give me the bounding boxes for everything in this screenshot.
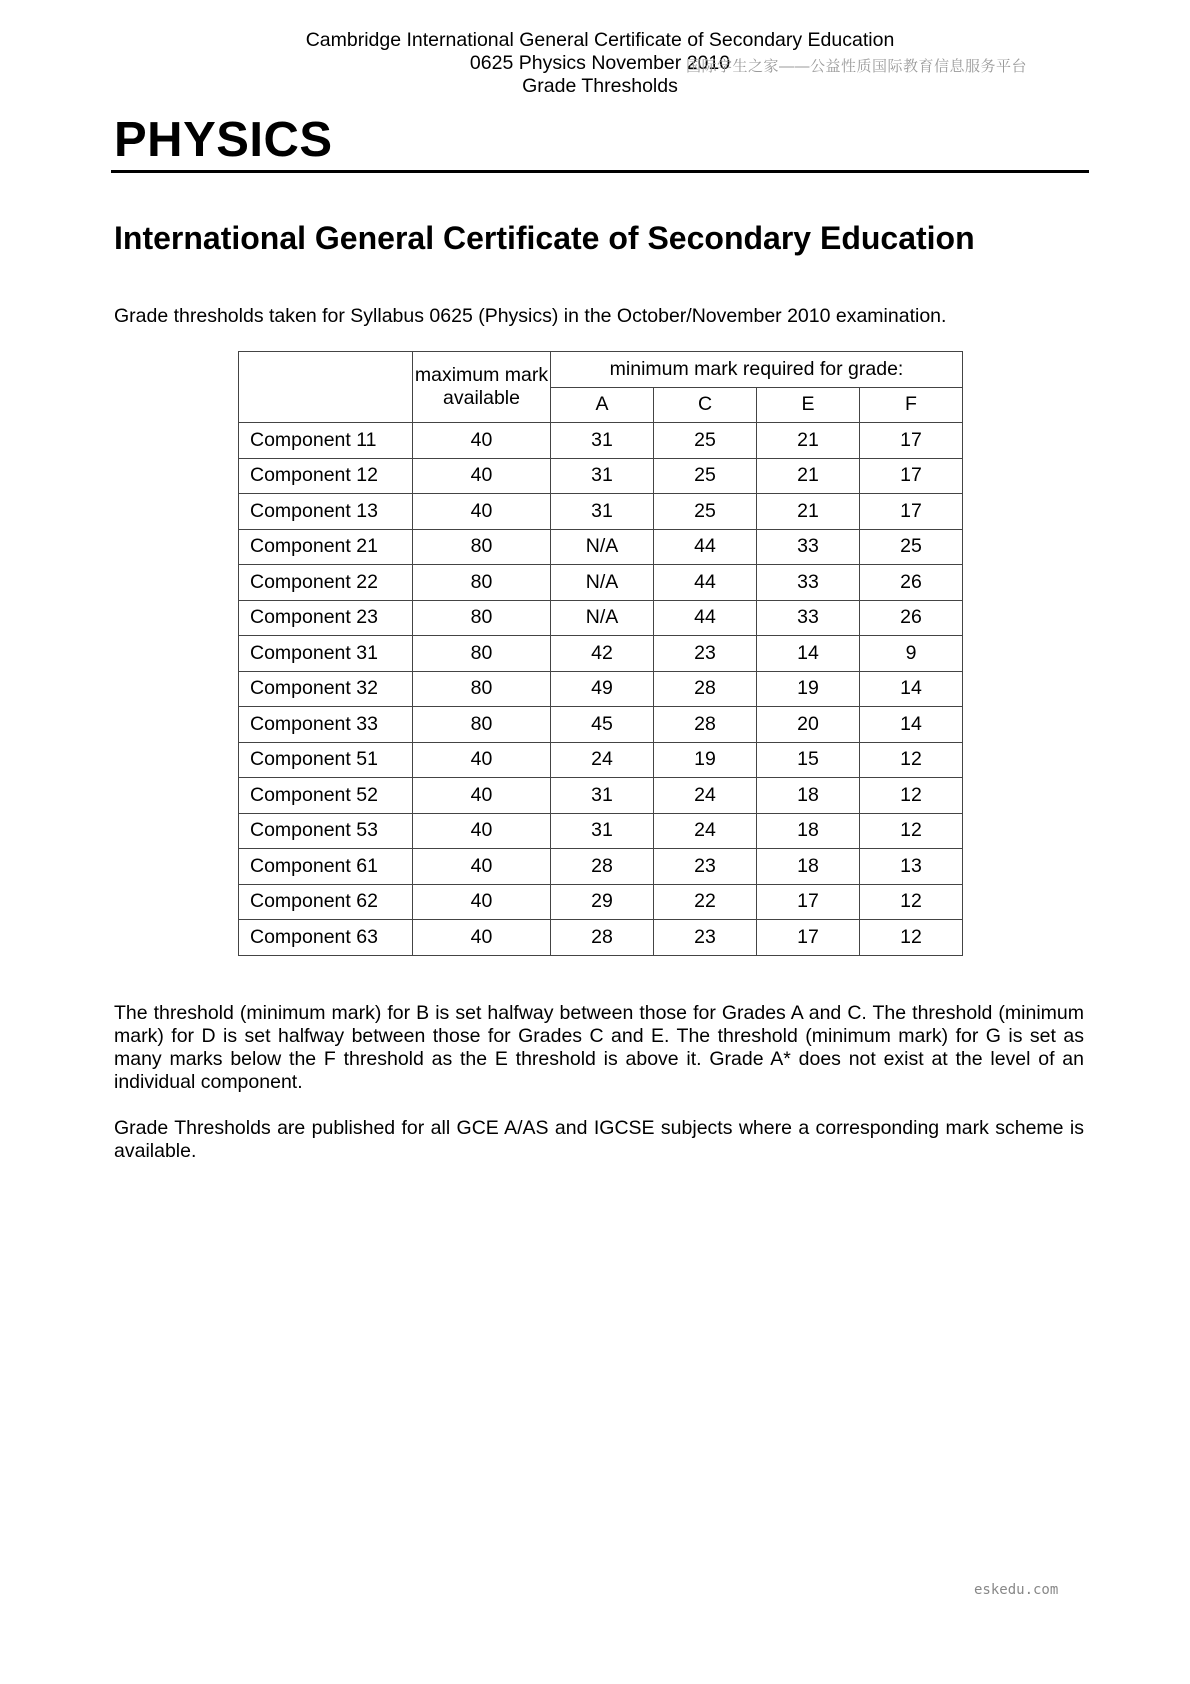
grade-e-cell: 21 bbox=[757, 458, 860, 494]
component-name-cell: Component 33 bbox=[239, 707, 413, 743]
max-mark-cell: 80 bbox=[413, 529, 551, 565]
grade-c-cell: 24 bbox=[654, 813, 757, 849]
table-row bbox=[239, 458, 963, 494]
grade-header-a: A bbox=[551, 387, 654, 423]
grade-a-cell: N/A bbox=[551, 529, 654, 565]
grade-e-cell: 19 bbox=[757, 671, 860, 707]
grade-a-cell: 24 bbox=[551, 742, 654, 778]
grade-e-cell: 15 bbox=[757, 742, 860, 778]
grade-f-cell: 12 bbox=[860, 813, 963, 849]
grade-f-cell: 12 bbox=[860, 742, 963, 778]
grade-f-cell: 12 bbox=[860, 778, 963, 814]
grade-header-c: C bbox=[654, 387, 757, 423]
grade-c-cell: 25 bbox=[654, 423, 757, 459]
table-row bbox=[239, 494, 963, 530]
table-row bbox=[239, 671, 963, 707]
subject-title: PHYSICS bbox=[114, 113, 333, 167]
header-line-3: Grade Thresholds bbox=[522, 75, 678, 97]
grade-c-cell: 28 bbox=[654, 707, 757, 743]
table-row bbox=[239, 813, 963, 849]
component-name-cell: Component 61 bbox=[239, 849, 413, 885]
grade-c-cell: 22 bbox=[654, 884, 757, 920]
component-name-cell: Component 32 bbox=[239, 671, 413, 707]
grade-a-cell: N/A bbox=[551, 600, 654, 636]
grade-e-cell: 21 bbox=[757, 423, 860, 459]
max-mark-cell: 40 bbox=[413, 742, 551, 778]
component-name-cell: Component 23 bbox=[239, 600, 413, 636]
table-row bbox=[239, 636, 963, 672]
table-row bbox=[239, 423, 963, 459]
component-name-cell: Component 51 bbox=[239, 742, 413, 778]
grade-e-cell: 18 bbox=[757, 849, 860, 885]
intro-text: Grade thresholds taken for Syllabus 0625 (Physics) in the October/November 2010 examination. bbox=[114, 305, 947, 327]
grade-e-cell: 18 bbox=[757, 778, 860, 814]
max-mark-cell: 40 bbox=[413, 458, 551, 494]
grade-e-cell: 18 bbox=[757, 813, 860, 849]
component-name-cell: Component 52 bbox=[239, 778, 413, 814]
grade-a-cell: 31 bbox=[551, 778, 654, 814]
threshold-table-body bbox=[239, 423, 963, 956]
grade-a-cell: 28 bbox=[551, 920, 654, 956]
max-mark-cell: 40 bbox=[413, 849, 551, 885]
grade-f-cell: 26 bbox=[860, 565, 963, 601]
grade-f-cell: 26 bbox=[860, 600, 963, 636]
grade-c-cell: 28 bbox=[654, 671, 757, 707]
component-name-cell: Component 11 bbox=[239, 423, 413, 459]
table-row bbox=[239, 742, 963, 778]
max-mark-cell: 80 bbox=[413, 707, 551, 743]
footer-watermark: eskedu.com bbox=[974, 1582, 1059, 1598]
grade-header-f: F bbox=[860, 387, 963, 423]
table-row bbox=[239, 884, 963, 920]
grade-a-cell: 31 bbox=[551, 458, 654, 494]
grade-e-cell: 33 bbox=[757, 600, 860, 636]
table-row bbox=[239, 565, 963, 601]
grade-c-cell: 19 bbox=[654, 742, 757, 778]
grade-f-cell: 25 bbox=[860, 529, 963, 565]
grade-e-cell: 14 bbox=[757, 636, 860, 672]
grade-threshold-table bbox=[238, 351, 963, 956]
component-name-cell: Component 31 bbox=[239, 636, 413, 672]
grade-f-cell: 14 bbox=[860, 707, 963, 743]
grade-a-cell: 31 bbox=[551, 494, 654, 530]
header-line-1: Cambridge International General Certificate of Secondary Education bbox=[305, 29, 895, 51]
grade-a-cell: 45 bbox=[551, 707, 654, 743]
max-mark-cell: 40 bbox=[413, 813, 551, 849]
grade-c-cell: 24 bbox=[654, 778, 757, 814]
grade-e-cell: 21 bbox=[757, 494, 860, 530]
grade-f-cell: 17 bbox=[860, 494, 963, 530]
max-mark-cell: 80 bbox=[413, 636, 551, 672]
grade-header-e: E bbox=[757, 387, 860, 423]
grade-c-cell: 25 bbox=[654, 458, 757, 494]
grade-f-cell: 17 bbox=[860, 423, 963, 459]
grade-e-cell: 17 bbox=[757, 920, 860, 956]
notes-section bbox=[114, 1002, 1084, 1186]
grade-f-cell: 12 bbox=[860, 920, 963, 956]
max-mark-cell: 80 bbox=[413, 565, 551, 601]
table-row bbox=[239, 600, 963, 636]
table-row bbox=[239, 707, 963, 743]
max-mark-cell: 40 bbox=[413, 884, 551, 920]
grade-group-header: minimum mark required for grade: bbox=[551, 352, 963, 388]
grade-f-cell: 17 bbox=[860, 458, 963, 494]
grade-c-cell: 44 bbox=[654, 565, 757, 601]
max-mark-cell: 80 bbox=[413, 671, 551, 707]
grade-e-cell: 33 bbox=[757, 565, 860, 601]
max-mark-cell: 40 bbox=[413, 494, 551, 530]
component-name-cell: Component 62 bbox=[239, 884, 413, 920]
grade-c-cell: 23 bbox=[654, 920, 757, 956]
grade-c-cell: 25 bbox=[654, 494, 757, 530]
component-name-cell: Component 21 bbox=[239, 529, 413, 565]
title-divider bbox=[111, 170, 1089, 173]
max-mark-cell: 80 bbox=[413, 600, 551, 636]
grade-a-cell: 42 bbox=[551, 636, 654, 672]
grade-a-cell: 31 bbox=[551, 423, 654, 459]
note-paragraph: The threshold (minimum mark) for B is set halfway between those for Grades A and C. The threshold (minimum mark) for D is set halfway between those for Grades C and E. The threshold (minimum mark) for G is set as many marks below the F threshold as the E threshold is above it. Grade A* does not exist at the level of an individual component. bbox=[114, 1002, 1084, 1093]
grade-f-cell: 12 bbox=[860, 884, 963, 920]
component-name-cell: Component 13 bbox=[239, 494, 413, 530]
grade-f-cell: 14 bbox=[860, 671, 963, 707]
table-row bbox=[239, 529, 963, 565]
grade-c-cell: 23 bbox=[654, 636, 757, 672]
max-mark-cell: 40 bbox=[413, 920, 551, 956]
max-mark-cell: 40 bbox=[413, 778, 551, 814]
component-name-cell: Component 63 bbox=[239, 920, 413, 956]
grade-a-cell: 31 bbox=[551, 813, 654, 849]
component-name-cell: Component 22 bbox=[239, 565, 413, 601]
grade-a-cell: 29 bbox=[551, 884, 654, 920]
grade-e-cell: 17 bbox=[757, 884, 860, 920]
component-name-cell: Component 12 bbox=[239, 458, 413, 494]
note-paragraph: Grade Thresholds are published for all GCE A/AS and IGCSE subjects where a corresponding mark scheme is available. bbox=[114, 1117, 1084, 1162]
table-row bbox=[239, 778, 963, 814]
max-mark-header: maximum mark available bbox=[413, 352, 551, 423]
qualification-heading: International General Certificate of Secondary Education bbox=[114, 220, 975, 256]
grade-a-cell: 28 bbox=[551, 849, 654, 885]
empty-header-cell bbox=[239, 352, 413, 423]
grade-a-cell: N/A bbox=[551, 565, 654, 601]
grade-c-cell: 44 bbox=[654, 600, 757, 636]
grade-e-cell: 33 bbox=[757, 529, 860, 565]
grade-f-cell: 13 bbox=[860, 849, 963, 885]
max-mark-cell: 40 bbox=[413, 423, 551, 459]
grade-c-cell: 44 bbox=[654, 529, 757, 565]
grade-a-cell: 49 bbox=[551, 671, 654, 707]
top-watermark: 国际学生之家——公益性质国际教育信息服务平台 bbox=[686, 58, 1028, 75]
table-row bbox=[239, 849, 963, 885]
header-line-2: 0625 Physics November 2010 bbox=[469, 52, 731, 74]
grade-f-cell: 9 bbox=[860, 636, 963, 672]
grade-c-cell: 23 bbox=[654, 849, 757, 885]
grade-e-cell: 20 bbox=[757, 707, 860, 743]
component-name-cell: Component 53 bbox=[239, 813, 413, 849]
table-row bbox=[239, 920, 963, 956]
